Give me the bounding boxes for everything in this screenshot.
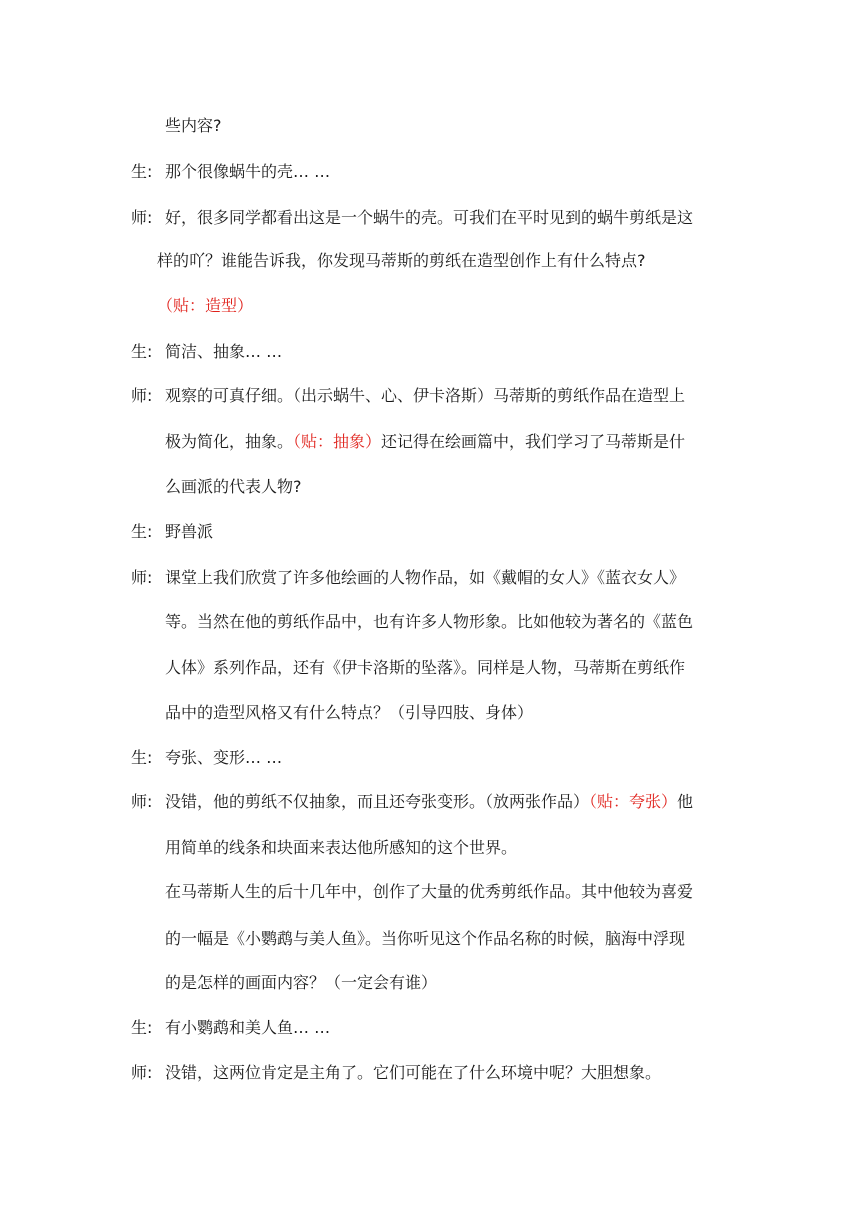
continuation-line bbox=[165, 702, 533, 724]
annotation-text: （贴：造型） bbox=[157, 296, 254, 315]
line-text: 还记得在绘画篇中，我们学习了马蒂斯是什 bbox=[381, 432, 686, 451]
speaker-label: 师: bbox=[131, 386, 153, 405]
line-text: 极为简化，抽象。 bbox=[165, 432, 294, 451]
continuation-line bbox=[157, 295, 253, 317]
dialogue-line bbox=[131, 1062, 661, 1084]
dialogue-line bbox=[131, 341, 282, 363]
dialogue-line bbox=[131, 385, 685, 407]
continuation-line bbox=[165, 972, 437, 994]
speaker-label: 师: bbox=[131, 568, 153, 587]
annotation-text: （贴：夸张） bbox=[589, 792, 678, 811]
speaker-label: 师: bbox=[131, 1063, 153, 1082]
speaker-label: 师: bbox=[131, 792, 153, 811]
speaker-label: 生: bbox=[131, 342, 153, 361]
continuation-line bbox=[165, 881, 693, 903]
line-text: 的是怎样的画面内容？（一定会有谁） bbox=[165, 973, 438, 992]
dialogue-line bbox=[131, 207, 693, 229]
dialogue-line bbox=[131, 567, 685, 589]
speaker-label: 生: bbox=[131, 1018, 153, 1037]
dialogue-line bbox=[131, 747, 282, 769]
line-text: 野兽派 bbox=[165, 522, 214, 541]
dialogue-line bbox=[131, 161, 330, 183]
continuation-line bbox=[165, 657, 685, 679]
line-text: 他 bbox=[677, 792, 694, 811]
dialogue-line bbox=[131, 1017, 330, 1039]
speaker-label: 生: bbox=[131, 522, 153, 541]
line-text: 好，很多同学都看出这是一个蜗牛的壳。可我们在平时见到的蜗牛剪纸是这 bbox=[165, 208, 694, 227]
speaker-label: 生: bbox=[131, 748, 153, 767]
line-text: 等。当然在他的剪纸作品中，也有许多人物形象。比如他较为著名的《蓝色 bbox=[165, 612, 694, 631]
speaker-label: 生: bbox=[131, 162, 153, 181]
speaker-label: 师: bbox=[131, 208, 153, 227]
line-text: 观察的可真仔细。（出示蜗牛、心、伊卡洛斯）马蒂斯的剪纸作品在造型上 bbox=[165, 386, 686, 405]
continuation-line bbox=[165, 611, 693, 633]
line-text: 那个很像蜗牛的壳… … bbox=[165, 162, 331, 181]
line-text: 人体》系列作品，还有《伊卡洛斯的坠落》。同样是人物，马蒂斯在剪纸作 bbox=[165, 658, 686, 677]
continuation-line bbox=[165, 837, 517, 859]
continuation-line bbox=[157, 250, 646, 272]
line-text: 些内容? bbox=[165, 116, 222, 135]
line-text: 有小鹦鹉和美人鱼… … bbox=[165, 1018, 331, 1037]
line-text: 课堂上我们欣赏了许多他绘画的人物作品，如《戴帽的女人》《蓝衣女人》 bbox=[165, 568, 686, 587]
line-text: 在马蒂斯人生的后十几年中，创作了大量的优秀剪纸作品。其中他较为喜爱 bbox=[165, 882, 694, 901]
continuation-line bbox=[165, 928, 685, 950]
line-text: 夸张、变形… … bbox=[165, 748, 283, 767]
continuation-line bbox=[165, 115, 222, 137]
line-text: 没错，这两位肯定是主角了。它们可能在了什么环境中呢？大胆想象。 bbox=[165, 1063, 662, 1082]
continuation-line bbox=[165, 476, 302, 498]
line-text: 的一幅是《小鹦鹉与美人鱼》。当你听见这个作品名称的时候，脑海中浮现 bbox=[165, 929, 686, 948]
line-text: 简洁、抽象… … bbox=[165, 342, 283, 361]
continuation-line bbox=[165, 431, 685, 453]
annotation-text: （贴：抽象） bbox=[293, 432, 382, 451]
line-text: 用简单的线条和块面来表达他所感知的这个世界。 bbox=[165, 838, 518, 857]
line-text: 样的吖？谁能告诉我，你发现马蒂斯的剪纸在造型创作上有什么特点? bbox=[157, 251, 646, 270]
line-text: 品中的造型风格又有什么特点？（引导四肢、身体） bbox=[165, 703, 534, 722]
line-text: 么画派的代表人物? bbox=[165, 477, 302, 496]
dialogue-line bbox=[131, 791, 693, 813]
line-text: 没错，他的剪纸不仅抽象，而且还夸张变形。（放两张作品） bbox=[165, 792, 590, 811]
dialogue-line bbox=[131, 521, 213, 543]
